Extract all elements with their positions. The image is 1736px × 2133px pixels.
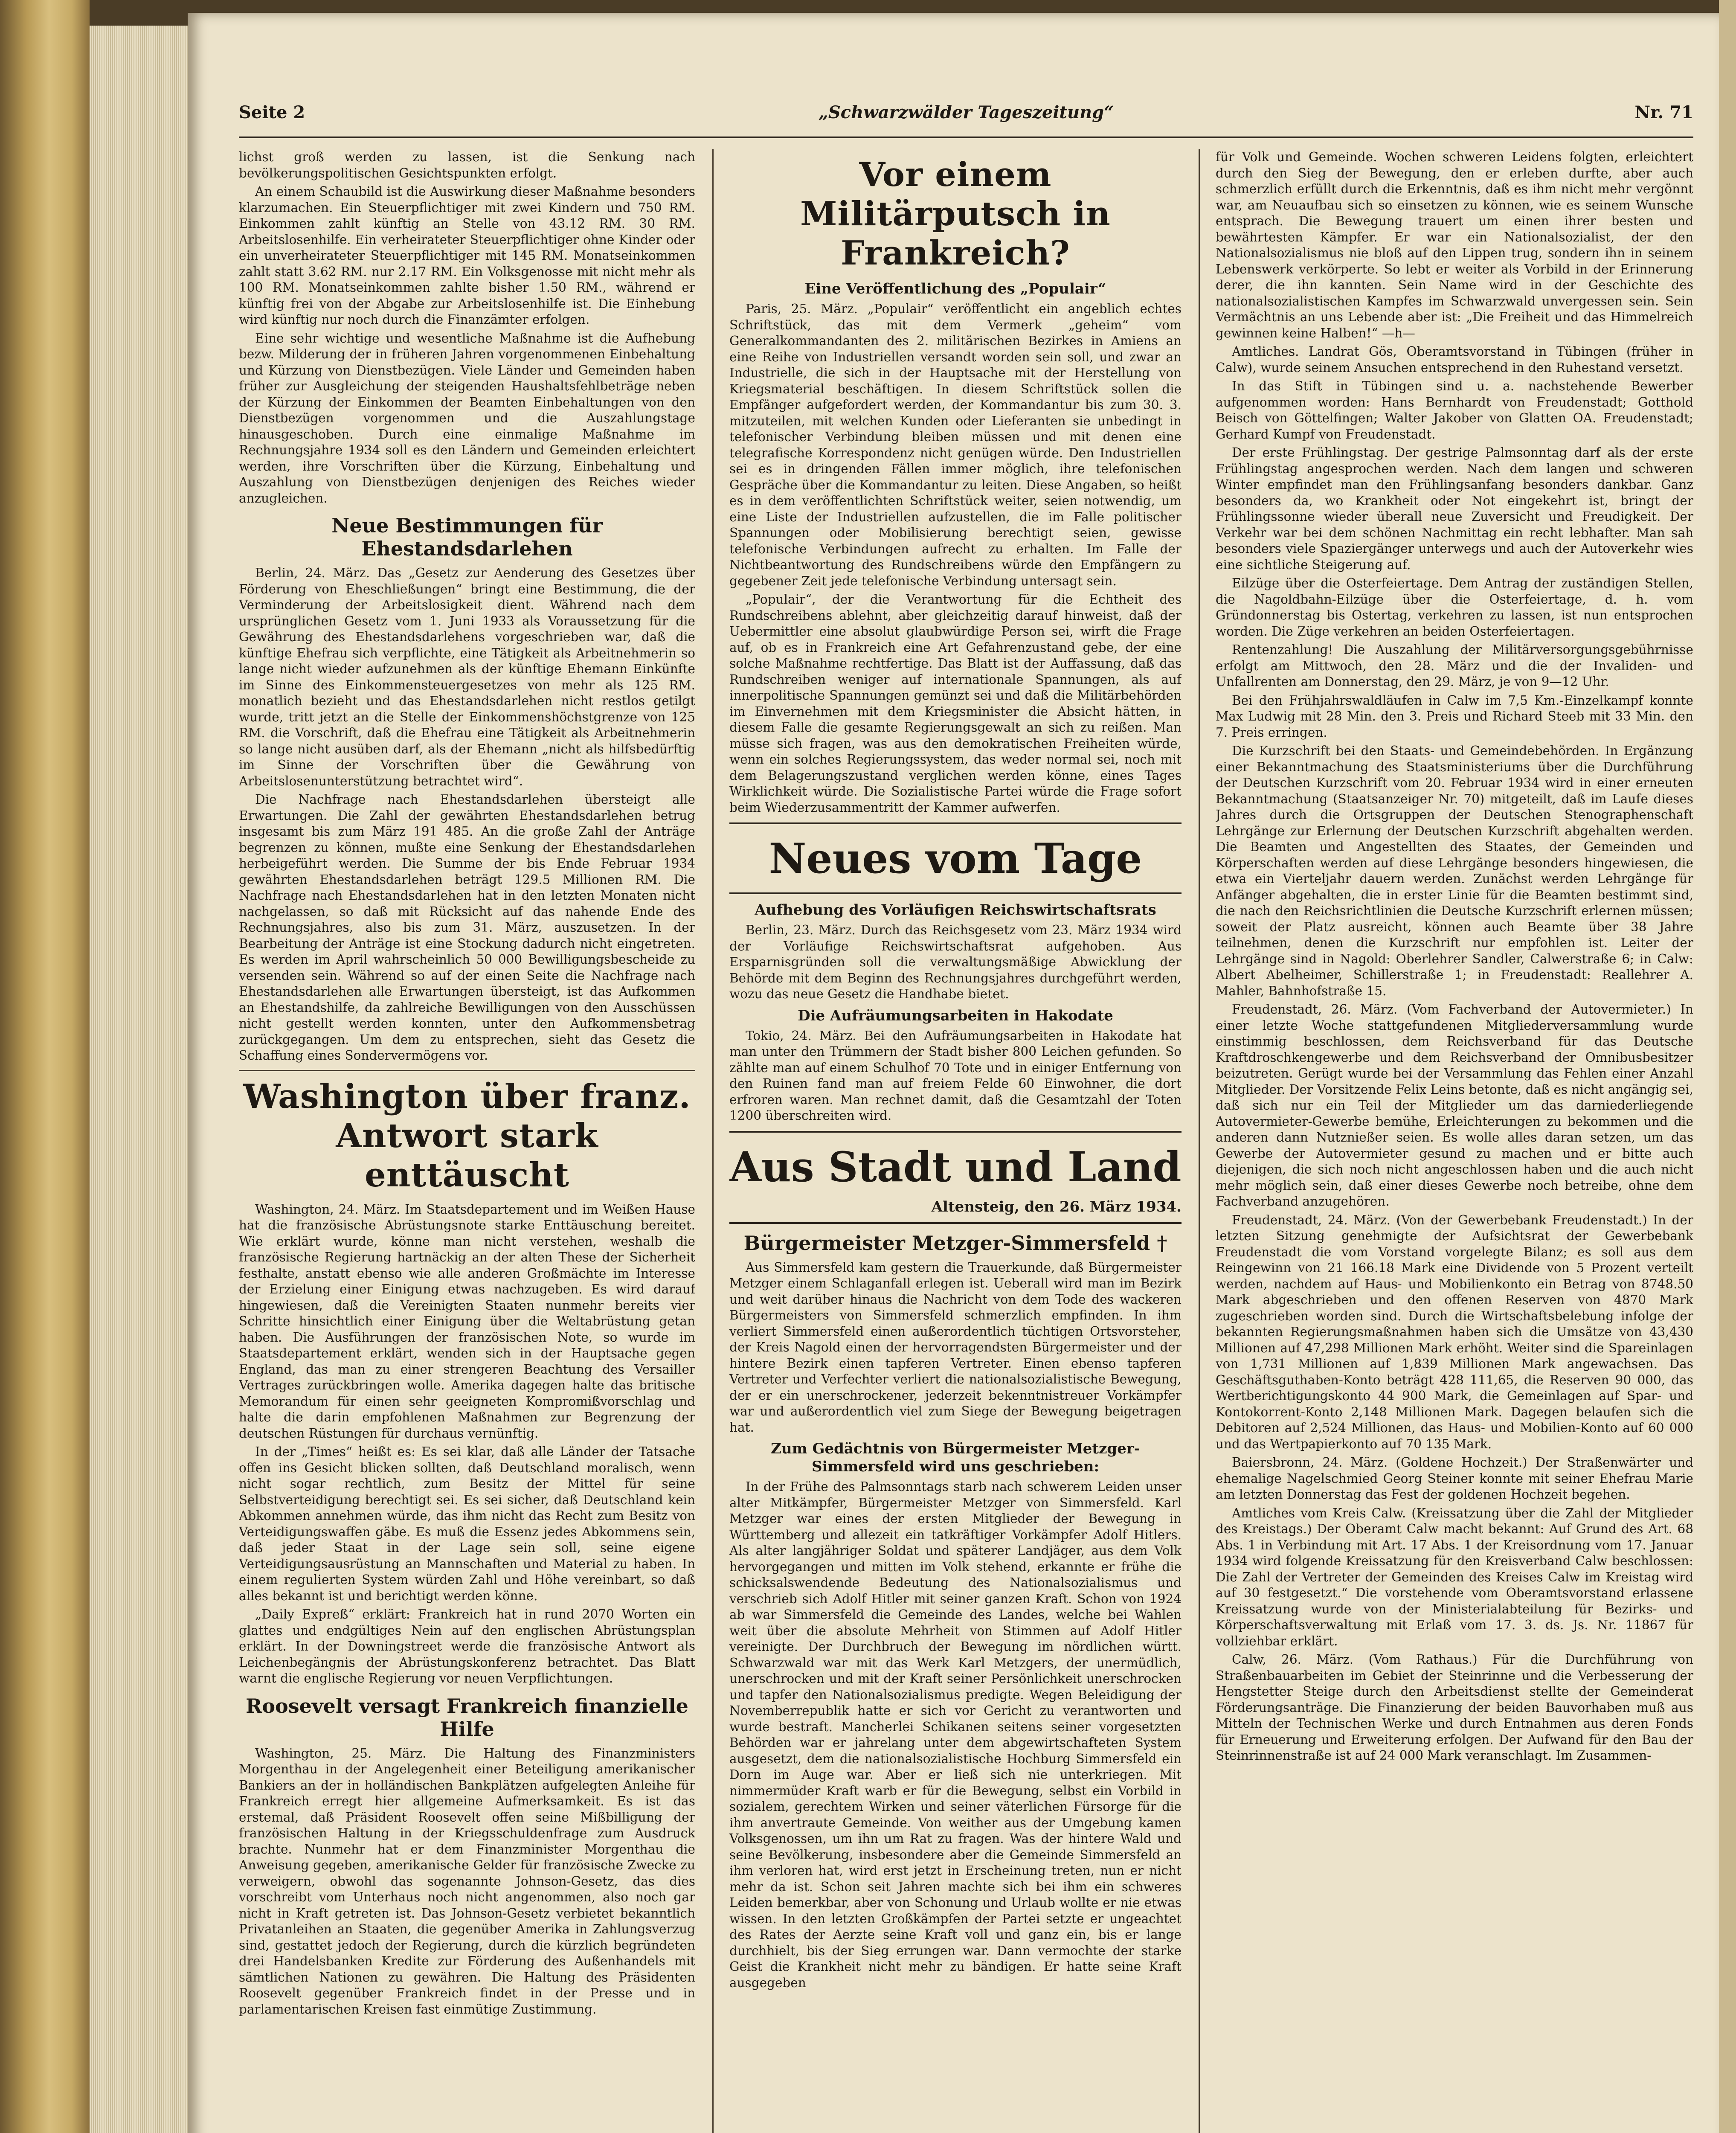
headline-militaerputsch: Vor einem Militärputsch in Frankreich? — [800, 155, 1111, 273]
subheadline-populair: Eine Veröffentlichung des „Populair“ — [804, 280, 1106, 297]
paragraph: Die Nachfrage nach Ehestandsdarlehen übersteigt alle Erwartungen. Die Zahl der gewährten Ehestandsdarlehen betrug insgesamt bis zum März 191 485. An die große Zahl der Anträge begrenzen zu können, mußte eine Senkung der Ehestandsdarlehen herbeigeführt werden. Die Summe der bis Ende Februar 1934 gewährten Ehestandsdarlehen beträgt 129.5 Millionen RM. Die Nachfrage nach Ehestandsdarlehen hat in den letzten Monaten nicht nachgelassen, so daß mit Rücksicht auf das nahende Ende des Rechnungsjahres, also bis zum 31. März, auszusetzen. In der Bearbeitung der Anträge ist eine Stockung dadurch nicht eingetreten. Es werden im April wahrscheinlich 50 000 Bewilligungsbescheide zu versenden sein. Während so auf der einen Seite die Nachfrage nach Ehestandsdarlehen alle Erwartungen übersteigt, ist das Aufkommen an Ehestandshilfe, da zahlreiche Bewilligungen von den Ausschüssen nicht gestellt werden konnten, unter den Aufkommensbetrag zurückgegangen. Um dem zu entsprechen, sieht das Gesetz die Schaffung eines Sondervermögens vor. — [239, 792, 695, 1063]
headline-roosevelt: Roosevelt versagt Frankreich finanzielle Hilfe — [246, 1694, 688, 1741]
paragraph: In der Frühe des Palmsonntags starb nach schwerem Leiden unser alter Mitkämpfer, Bürgermeister Metzger von Simmersfeld. Karl Metzger war eines der ersten Mitglieder der Bewegung in Württemberg und allezeit ein tatkräftiger Vorkämpfer Adolf Hitlers. Als alter langjähriger Soldat und späterer Landjäger, aus dem Volk hervorgegangen und mitten im Volk stehend, erkannte er frühe die schicksalswendende Bedeutung des Nationalsozialismus und verschrieb sich Adolf Hitler mit seiner ganzen Kraft. Schon von 1924 ab war Simmersfeld die Gemeinde des Landes, welche bei Wahlen weit über die absolute Mehrheit von Stimmen auf Adolf Hitler vereinigte. Der Durchbruch der Bewegung im nördlichen württ. Schwarzwald war mit das Werk Karl Metzgers, der unermüdlich, unerschrocken und mit der Kraft seiner Persönlichkeit unerschrocken und tapfer den Nationalsozialismus predigte. Wegen Beleidigung der Novemberrepublik hatte er sich vor Gericht zu verantworten und wurde bestraft. Mancherlei Schikanen seitens seiner vorgesetzten Behörden war er jahrelang unter dem abgewirtschafteten System ausgesetzt, dem die nationalsozialistische Hochburg Simmersfeld ein Dorn im Auge war. Aber er ließ sich nie unterkriegen. Mit nimmermüder Kraft warb er für die Bewegung, selbst ein Vorbild in sozialem, gerechtem Wirken und seiner väterlichen Fürsorge für die ihm anvertraute Gemeinde. Von weither aus der Umgebung kamen Volksgenossen, um ihn um Rat zu fragen. Was der hintere Wald und seine Bevölkerung, insbesondere aber die Gemeinde Simmersfeld an ihm verloren hat, wird erst jetzt in Erscheinung treten, nun er nicht mehr da ist. Schon seit Jahren machte sich bei ihm ein schweres Leiden bemerkbar, aber von Schonung und Urlaub wollte er nie etwas wissen. In den letzten Großkämpfen der Partei setzte er ungeachtet des Rates der Aerzte seine Kraft voll und ganz ein, bis er lange durchhielt, bis der Sieg errungen war. Dann vermochte der starke Geist die Krankheit nicht mehr zu bändigen. Er hatte seine Kraft ausgegeben — [729, 1479, 1182, 1990]
paragraph: Der erste Frühlingstag. Der gestrige Palmsonntag darf als der erste Frühlingstag angesprochen werden. Nach dem langen und schweren Winter empfindet man den Frühlingsanfang besonders dankbar. Ganz besonders da, wo Krankheit oder Not eingekehrt ist, bringt der Frühlingssonne wieder überall neue Zuversicht und Freudigkeit. Der Verkehr war bei dem schönen Nachmittag ein recht lebhafter. Man sah besonders viele Spaziergänger unterwegs und auch der Autoverkehr wies eine sichtliche Steigerung auf. — [1216, 445, 1693, 572]
headline-metzger: Bürgermeister Metzger-Simmersfeld † — [743, 1231, 1167, 1255]
section-box — [729, 822, 1182, 894]
paragraph: Rentenzahlung! Die Auszahlung der Militärversorgungsgebührnisse erfolgt am Mittwoch, den 28. März und die der Invaliden- und Unfallrenten am Donnerstag, den 29. März, je von 9—12 Uhr. — [1216, 642, 1693, 689]
paragraph: für Volk und Gemeinde. Wochen schweren Leidens folgten, erleichtert durch den Sieg der Bewegung, den er erleben durfte, aber auch schmerzlich erfüllt durch die Erkenntnis, daß es ihm nicht mehr vergönnt war, am Neuaufbau sich so einsetzen zu können, wie es seinem Wunsche entsprach. Die Bewegung trauert um einen ihrer besten und bewährtesten Kämpfer. Er war ein Nationalsozialist, der den Nationalsozialismus nie bloß auf den Lippen trug, sondern ihn in seinem Lebenswerk verkörperte. So lebt er weiter als Vorbild in der Erinnerung derer, die ihn kannten. Sein Name wird in der Geschichte des nationalsozialistischen Kampfes im Schwarzwald unvergessen sein. Sein Vermächtnis an uns Lebende aber ist: „Die Freiheit und das Himmelreich gewinnen keine Halben!“ —h— — [1216, 150, 1693, 340]
page-edges — [90, 26, 192, 2133]
paragraph: Tokio, 24. März. Bei den Aufräumungsarbeiten in Hakodate hat man unter den Trümmern der Stadt bisher 800 Leichen gefunden. So zählte man auf einem Schulhof 70 Tote und in einiger Entfernung von den Ruinen fand man auf freiem Felde 60 Einwohner, die dort erfroren waren. Man rechnet damit, daß die Gesamtzahl der Toten 1200 überschreiten wird. — [729, 1028, 1182, 1123]
column-1 — [239, 149, 695, 2133]
masthead-title: „Schwarzwälder Tageszeitung“ — [818, 102, 1114, 122]
paragraph: In der „Times“ heißt es: Es sei klar, daß alle Länder der Tatsache offen ins Gesicht blicken sollten, daß Deutschland moralisch, wenn nicht sogar rechtlich, zum Besitz der Mittel für seine Selbstverteidigung berechtigt sei. Es sei sicher, daß Deutschland kein Abkommen annehmen würde, das ihm nicht das Recht zum Besitz von Verteidigungswaffen gäbe. Es muß die Essenz jedes Abkommens sein, daß jeder Staat in der Lage sein soll, seine eigene Verteidigungsausrüstung an Mannschaften und Material zu haben. In einem regulierten System würden Zahl und Höhe vereinbart, so daß alles bekannt ist und berichtigt werden könne. — [239, 1444, 695, 1603]
subheadline-reichswirtschaftsrat: Aufhebung des Vorläufigen Reichswirtschaftsrats — [755, 901, 1156, 918]
paragraph: Bei den Frühjahrswaldläufen in Calw im 7,5 Km.-Einzelkampf konnte Max Ludwig mit 28 Min. den 3. Preis und Richard Steeb mit 33 Min. den 7. Preis erringen. — [1216, 693, 1693, 740]
headline-ehestandsdarlehen: Neue Bestimmungen für Ehestandsdarlehen — [331, 514, 603, 560]
page-number: Seite 2 — [239, 102, 305, 122]
divider — [239, 1070, 695, 1071]
paragraph: Washington, 25. März. Die Haltung des Finanzministers Morgenthau in der Angelegenheit einer Beteiligung amerikanischer Bankiers an der in holländischen Bankplätzen aufgelegten Anleihe für Frankreich erregt hier allgemeine Aufmerksamkeit. Es ist das erstemal, daß Präsident Roosevelt offen seine Mißbilligung der französischen Haltung in der Kriegsschuldenfrage zum Ausdruck brachte. Nunmehr hat er dem Finanzminister Morgenthau die Anweisung gegeben, amerikanische Gelder für französische Zwecke zu verweigern, obwohl das sogenannte Johnson-Gesetz, das dies vorschreibt vom Unterhaus noch nicht angenommen, also noch gar nicht in Kraft getreten ist. Das Johnson-Gesetz verbietet bekanntlich Privatanleihen an Staaten, die gegenüber Amerika in Zahlungsverzug sind, gestattet jedoch der Regierung, durch die kürzlich begründeten drei Handelsbanken Kredite zur Förderung des Außenhandels mit sämtlichen Nationen zu gewähren. Die Haltung des Präsidenten Roosevelt gegenüber Frankreich findet in der Presse und in parlamentarischen Kreisen fast einmütige Zustimmung. — [239, 1746, 695, 2017]
section-neues-vom-tage: Neues vom Tage — [769, 834, 1142, 883]
paragraph: Eilzüge über die Osterfeiertage. Dem Antrag der zuständigen Stellen, die Nagoldbahn-Eilzüge über die Osterfeiertage, d. h. vom Gründonnerstag bis Ostertag, verkehren zu lassen, ist nun entsprochen worden. Die Züge verkehren an beiden Osterfeiertagen. — [1216, 576, 1693, 639]
paragraph: In das Stift in Tübingen sind u. a. nachstehende Bewerber aufgenommen worden: Hans Bernhardt von Freudenstadt; Gotthold Beisch von Göttelfingen; Walter Jakober von Glatten OA. Freudenstadt; Gerhard Kumpf von Freudenstadt. — [1216, 379, 1693, 442]
paragraph: Baiersbronn, 24. März. (Goldene Hochzeit.) Der Straßenwärter und ehemalige Nagelschmied Georg Steiner konnte mit seiner Ehefrau Marie am letzten Donnerstag das Fest der goldenen Hochzeit begehen. — [1216, 1455, 1693, 1502]
page-header — [239, 102, 1693, 132]
section-box — [729, 1131, 1182, 1224]
paragraph: Amtliches. Landrat Gös, Oberamtsvorstand in Tübingen (früher in Calw), wurde seinem Ansuchen entsprechend in den Ruhestand versetzt. — [1216, 344, 1693, 375]
paragraph: Freudenstadt, 24. März. (Von der Gewerbebank Freudenstadt.) In der letzten Sitzung genehmigte der Aufsichtsrat der Gewerbebank Freudenstadt die vom Vorstand vorgelegte Bilanz; es soll aus dem Reingewinn von 21 166.18 Mark eine Dividende von 5 Prozent verteilt werden, nachdem auf Haus- und Mobilienkonto ein Betrag von 8748.50 Mark abgeschrieben und den offenen Reserven von 4870 Mark zugeschrieben worden sind. Durch die Wirtschaftsbelebung infolge der bekannten Regierungsmaßnahmen haben sich die Umsätze von 43,430 Millionen auf 47,298 Millionen Mark erhöht. Weiter sind die Spareinlagen von 1,731 Millionen auf 1,839 Millionen Mark angewachsen. Das Geschäftsguthaben-Konto beträgt 428 111,65, die Reserven 90 000, das Wertberichtigungskonto 44 900 Mark, die Gemeinlagen auf Spar- und Kontokorrent-Konto 2,148 Millionen Mark. Dagegen belaufen sich die Debitoren auf 2,524 Millionen, das Haus- und Mobilien-Konto auf 60 000 und das Wertpapierkonto auf 70 135 Mark. — [1216, 1212, 1693, 1451]
paragraph: lichst groß werden zu lassen, ist die Senkung nach bevölkerungspolitischen Gesichtspunkten erfolgt. — [239, 150, 695, 180]
paragraph: Amtliches vom Kreis Calw. (Kreissatzung über die Zahl der Mitglieder des Kreistags.) Der Oberamt Calw macht bekannt: Auf Grund des Art. 68 Abs. 1 in Verbindung mit Art. 17 Abs. 1 der Kreisordnung vom 17. Januar 1934 wird folgende Kreissatzung für den Kreisverband Calw beschlossen: Die Zahl der Vertreter der Gemeinden des Kreises Calw im Kreistag wird auf 30 festgesetzt.“ Die vorstehende vom Oberamtsvorstand erlassene Kreissatzung wurde von der Ministerialabteilung für Bezirks- und Körperschaftsverwaltung mit Erlaß vom 17. 3. ds. Js. Nr. 11867 für vollziehbar erklärt. — [1216, 1505, 1693, 1648]
paragraph: Berlin, 24. März. Das „Gesetz zur Aenderung des Gesetzes über Förderung von Eheschließungen“ bringt eine Bestimmung, die der Verminderung der Arbeitslosigkeit dient. Während nach dem ursprünglichen Gesetz vom 1. Juni 1933 als Voraussetzung für die Gewährung des Ehestandsdarlehens vorgeschrieben war, daß die künftige Ehefrau sich verpflichte, eine Tätigkeit als Arbeitnehmerin so lange nicht wieder aufzunehmen als der künftige Ehemann Einkünfte im Sinne des Einkommensteuergesetzes von mehr als 125 RM. monatlich bezieht und das Ehestandsdarlehen nicht restlos getilgt wurde, tritt jetzt an die Stelle der Einkommenshöchstgrenze von 125 RM. die Vorschrift, daß die Ehefrau eine Tätigkeit als Arbeitnehmerin so lange nicht ausüben darf, als der Ehemann „nicht als hilfsbedürftig im Sinne der Vorschriften über die Gewährung von Arbeitslosenunterstützung betrachtet wird“. — [239, 566, 695, 788]
book-spine — [0, 0, 90, 2133]
column-2 — [729, 149, 1182, 2133]
subheadline-gedaechtnis: Zum Gedächtnis von Bürgermeister Metzger-Simmersfeld wird uns geschrieben: — [771, 1440, 1140, 1475]
issue-number: Nr. 71 — [1634, 102, 1693, 122]
dateline: Altensteig, den 26. März 1934. — [931, 1198, 1182, 1215]
paragraph: Berlin, 23. März. Durch das Reichsgesetz vom 23. März 1934 wird der Vorläufige Reichswirtschaftsrat aufgehoben. Aus Ersparnisgründen soll die verwaltungsmäßige Abwicklung der Behörde mit dem Beginn des Rechnungsjahres durchgeführt werden, wozu das neue Gesetz die Handhabe bietet. — [729, 923, 1182, 1001]
paragraph: „Populair“, der die Verantwortung für die Echtheit des Rundschreibens ablehnt, aber gleichzeitig darauf hinweist, daß der Uebermittler eine absolut glaubwürdige Person sei, wirft die Frage auf, ob es in Frankreich eine Art Gefahrenzustand gebe, der eine solche Maßnahme rechtfertige. Das Blatt ist der Auffassung, daß das Rundschreiben weniger auf internationale Spannungen, als auf innerpolitische Spannungen gemünzt sei und daß die Militärbehörden im Einvernehmen mit dem Kriegsminister die Absicht hätten, in diesem Falle die gesamte Regierungsgewalt an sich zu reißen. Man müsse sich fragen, was aus den demokratischen Freiheiten würde, wenn ein solches Regierungssystem, das weder normal sei, noch mit dem Belagerungszustand verglichen werden könne, eines Tages Wirklichkeit würde. Die Sozialistische Partei würde die Frage sofort beim Wiederzusammentritt der Kammer aufwerfen. — [729, 592, 1182, 815]
paragraph: Eine sehr wichtige und wesentliche Maßnahme ist die Aufhebung bezw. Milderung der in früheren Jahren vorgenommenen Einbehaltung und Kürzung von Dienstbezügen. Viele Länder und Gemeinden haben früher zur Ausgleichung der steigenden Haushaltsfehlbeträge neben der Kürzung der Einkommen der Beamten Einbehaltungen von den Dienstbezügen vorgenommen und die Auszahlungstage hinausgeschoben. Durch eine einmalige Maßnahme im Rechnungsjahre 1934 soll es den Ländern und Gemeinden erleichtert werden, ihre Vorschriften über die Kürzung, Einbehaltung und Auszahlung von Dienstbezügen denjenigen des Reiches wieder anzugleichen. — [239, 331, 695, 506]
column-3 — [1216, 149, 1693, 2133]
paragraph: Die Kurzschrift bei den Staats- und Gemeindebehörden. In Ergänzung einer Bekanntmachung des Staatsministeriums über die Durchführung der Deutschen Kurzschrift vom 20. Februar 1934 wird in einer erneuten Bekanntmachung (Staatsanzeiger Nr. 70) mitgeteilt, daß im Laufe dieses Jahres durch die Ortsgruppen der Deutschen Stenographenschaft Lehrgänge zur Erlernung der Deutschen Kurzschrift abgehalten werden. Die Beamten und Angestellten des Staates, der Gemeinden und Körperschaften werden auf diese Lehrgänge besonders hingewiesen, die etwa ein Vierteljahr dauern werden. Zunächst werden Lehrgänge für Anfänger abgehalten, die in erster Linie für die Beamten bestimmt sind, die nach den Reichsrichtlinien die Deutsche Kurzschrift erlernen müssen; soweit der Platz ausreicht, können auch Beamte über 38 Jahre teilnehmen, denen die Kurzschrift nur empfohlen ist. Leiter der Lehrgänge sind in Nagold: Oberlehrer Sandler, Calwerstraße 6; in Calw: Albert Abelheimer, Schillerstraße 1; in Freudenstadt: Reallehrer A. Mahler, Bahnhofstraße 15. — [1216, 744, 1693, 998]
paragraph: Washington, 24. März. Im Staatsdepartement und im Weißen Hause hat die französische Abrüstungsnote starke Enttäuschung bereitet. Wie erklärt wurde, könne man nicht verstehen, weshalb die französische Regierung hartnäckig an der alten These der Sicherheit festhalte, anstatt ebenso wie alle anderen Großmächte im Interesse der Erzielung einer Einigung etwas nachzugeben. Es wird darauf hingewiesen, daß die Vereinigten Staaten nunmehr bereits vier Schritte hinsichtlich einer Einigung über die Weltabrüstung getan haben. Die Ausführungen der französischen Note, so wurde im Staatsdepartement erklärt, wenden sich in der Hauptsache gegen England, das man zu einer strengeren Beachtung des Versailler Vertrages zurückbringen wolle. Amerika dagegen halte das britische Memorandum für einen sehr geeigneten Kompromißvorschlag und halte die darin empfohlenen Maßnahmen zur Begrenzung der deutschen Rüstungen für durchaus vernünftig. — [239, 1202, 695, 1441]
subheadline-hakodate: Die Aufräumungsarbeiten in Hakodate — [798, 1007, 1113, 1024]
paragraph: An einem Schaubild ist die Auswirkung dieser Maßnahme besonders klarzumachen. Ein Steuerpflichtiger mit zwei Kindern und 750 RM. Einkommen zahlt künftig an Stelle von 43.12 RM. 30 RM. Arbeitslosenhilfe. Ein verheirateter Steuerpflichtiger ohne Kinder oder ein unverheirateter Steuerpflichtiger mit 145 RM. Monatseinkommen zahlt statt 3.62 RM. nur 2.17 RM. Ein Volksgenosse mit nicht mehr als 100 RM. Monatseinkommen zahlte bisher 1.50 RM., während er künftig frei von der Abgabe zur Arbeitslosenhilfe ist. Die Einhebung wird künftig nur noch durch die Finanzämter erfolgen. — [239, 184, 695, 327]
paragraph: Paris, 25. März. „Populair“ veröffentlicht ein angeblich echtes Schriftstück, das mit dem Vermerk „geheim“ vom Generalkommandanten des 2. militärischen Bezirkes in Amiens an eine Reihe von Industriellen versandt worden sein soll, und zwar an Industrielle, die sich in der Hauptsache mit der Herstellung von Kriegsmaterial beschäftigen. In diesem Schriftstück sollen die Empfänger aufgefordert werden, der Kommandantur bis zum 30. 3. mitzuteilen, mit welchen Kunden oder Lieferanten sie unbedingt in telefonischer Verbindung bleiben müssen und mit denen eine telegrafische Korrespondenz nicht genügen würde. Den Industriellen sei es in dringenden Fällen immer möglich, ihre telefonischen Gespräche über die Kommandantur zu leiten. Diese Angaben, so heißt es in dem veröffentlichten Schriftstück weiter, seien notwendig, um eine Liste der Industriellen aufzustellen, die im Falle politischer Spannungen oder Mobilisierung berechtigt seien, gewisse telefonische Verbindungen aufrecht zu erhalten. Im Falle der Nichtbeantwortung des Rundschreibens würde den Empfängern zu gegebener Zeit jede telefonische Verbindung untersagt sein. — [729, 302, 1182, 588]
column-rule-2 — [1199, 149, 1200, 2133]
newspaper-page — [188, 13, 1719, 2133]
section-aus-stadt-und-land: Aus Stadt und Land — [729, 1142, 1182, 1191]
headline-washington: Washington über franz. Antwort stark enttäuscht — [243, 1077, 691, 1194]
column-rule-1 — [712, 149, 714, 2133]
paragraph: „Daily Expreß“ erklärt: Frankreich hat in rund 2070 Worten ein glattes und endgültiges Nein auf den englischen Abrüstungsplan erklärt. In der Downingstreet werde die französische Antwort als Leichenbegängnis der Abrüstungskonferenz betrachtet. Das Blatt warnt die englische Regierung vor neuen Verpflichtungen. — [239, 1607, 695, 1685]
paragraph: Aus Simmersfeld kam gestern die Trauerkunde, daß Bürgermeister Metzger einem Schlaganfall erlegen ist. Ueberall wird man im Bezirk und weit darüber hinaus die Nachricht von dem Tode des wackeren Bürgermeisters von Simmersfeld schmerzlich empfinden. In ihm verliert Simmersfeld einen außerordentlich tüchtigen Ortsvorsteher, der Kreis Nagold einen der hervorragendsten Bürgermeister und der hintere Bezirk einen tapferen Vertreter. Einen ebenso tapferen Vertreter und Verfechter verliert die nationalsozialistische Bewegung, der er ein unerschrockener, jederzeit bekenntnistreuer Vorkämpfer war und außerordentlich viel zum Siege der Bewegung beigetragen hat. — [729, 1260, 1182, 1435]
paragraph: Freudenstadt, 26. März. (Vom Fachverband der Autovermieter.) In einer letzte Woche stattgefundenen Mitgliederversammlung wurde einstimmig beschlossen, dem Reichsverband für das Deutsche Kraftdroschkengewerbe und dem Reichsverband der Omnibusbesitzer beizutreten. Gerügt wurde bei der Versammlung das Fehlen einer Anzahl Mitglieder. Der Vorsitzende Felix Leins betonte, daß es nicht angängig sei, daß sich nur ein Teil der Mitglieder um das darniederliegende Autovermieter-Gewerbe bemühe, Erleichterungen zu bekommen und die anderen dann Nutznießer seien. Es wolle alles daran setzen, um das Gewerbe der Autovermieter gesund zu machen und er bitte auch diejenigen, die sich noch nicht angeschlossen haben und die auch nicht mehr möglich sein, daß einer dieses Gewerbe noch betreibe, ohne dem Fachverband anzugehören. — [1216, 1002, 1693, 1209]
header-rule — [239, 137, 1693, 138]
next-page-edge — [1719, 0, 1736, 2133]
paragraph: Calw, 26. März. (Vom Rathaus.) Für die Durchführung von Straßenbauarbeiten im Gebiet der Steinrinne und die Verbesserung der Hengstetter Steige durch den Arbeitsdienst stellte der Gemeinderat Förderungsanträge. Die Finanzierung der beiden Bauvorhaben muß aus Mitteln der Technischen Werke und durch Entnahmen aus deren Fonds für Erneuerung und Erweiterung erfolgen. Der Aufwand für den Bau der Steinrinnenstraße ist auf 24 000 Mark veranschlagt. Im Zusammen- — [1216, 1652, 1693, 1763]
